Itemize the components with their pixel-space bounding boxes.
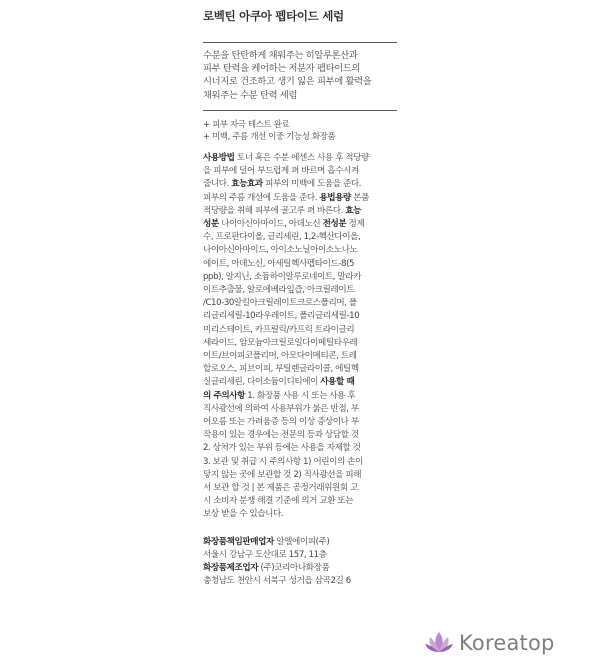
text-run: 수, 프로판다이올, 글리세린, 1,2-헥산다이올, — [203, 232, 361, 243]
text-run: 닿지 않는 곳에 보관할 것 2) 직사광선을 피해 — [203, 469, 362, 480]
text-run: 3. 보관 및 취급 시 주의사항 1) 어린이의 손이 — [203, 456, 363, 467]
details-line — [203, 152, 397, 165]
text-run: 토너 혹은 수분 에센스 사용 후 적당량 — [234, 153, 369, 163]
details-line — [203, 337, 397, 350]
manufacturer-info — [203, 536, 397, 589]
details-line — [203, 508, 397, 521]
details-line — [203, 495, 397, 508]
product-intro — [203, 49, 397, 102]
details-line — [203, 231, 397, 244]
divider-top — [203, 42, 397, 43]
details-line — [203, 297, 397, 310]
details-line — [203, 165, 397, 178]
text-run: 서울시 강남구 도산대로 157, 11층 — [203, 549, 327, 560]
details-line — [203, 469, 397, 482]
text-run: /C10-30알킬아크릴레이트크로스폴리머, 폴 — [203, 298, 357, 309]
details-line — [203, 310, 397, 323]
text-run: 알엘에이피(주) — [273, 536, 330, 547]
brand-name: Koreatop — [459, 631, 555, 655]
text-run: 리글리세릴-10라우레이트, 폴리글리세릴-10 — [203, 311, 360, 322]
text-run: 보상 받을 수 있습니다. — [203, 509, 284, 520]
section-label: 사용방법 — [203, 153, 235, 163]
text-run: 세라이드, 암모늄아크릴로일다이메틸타우레 — [203, 337, 358, 348]
details-line — [203, 403, 397, 416]
text-run: 어오름 또는 가려움증 등의 이상 증상이나 부 — [203, 417, 359, 428]
section-label: 화장품책임판매업자 — [203, 536, 274, 547]
intro-line: 채워주는 수분 탄력 세럼 — [203, 89, 298, 101]
details-line — [203, 178, 397, 191]
text-run: 이트추출물, 알로에베라잎즙, 아크릴레이트 — [203, 285, 355, 296]
text-run: 직사광선에 의하여 사용부위가 붉은 반점, 부 — [203, 403, 359, 414]
details-line — [203, 218, 397, 231]
details-line — [203, 376, 397, 389]
text-run: 을 피부에 덜어 부드럽게 펴 바르며 흡수시켜 — [203, 166, 359, 177]
text-run: 이트/브이피코폴리머, 아모다이메티콘, 트레 — [203, 351, 357, 362]
text-run: 피부의 미백에 도움을 준다. — [262, 179, 362, 190]
text-run: 1. 화장품 사용 시 또는 사용 후 — [244, 390, 356, 401]
details-line — [203, 205, 397, 218]
section-label: 의 주의사항 — [203, 390, 245, 401]
section-label: 사용할 때 — [320, 377, 355, 388]
details-line — [203, 442, 397, 455]
lotus-icon — [424, 629, 454, 657]
details-line — [203, 416, 397, 429]
divider-mid — [203, 110, 397, 111]
section-label: 효능효과 — [231, 179, 263, 190]
section-label: 성분 — [203, 219, 219, 230]
text-run: 시 소비자 분쟁 해결 기준에 의거 교환 또는 — [203, 496, 354, 507]
manufacturer-line — [203, 562, 397, 575]
details-line — [203, 363, 397, 376]
intro-line: 피부 탄력을 케어하는 저분자 펩타이드의 — [203, 63, 361, 75]
details-line — [203, 192, 397, 205]
text-run: 피부의 주름 개선에 도움을 준다. — [203, 192, 320, 203]
text-run: 나이아신아마이드, 아이소노닐아이소노나노 — [203, 245, 358, 256]
text-run: 에이트, 아데노신, 아세틸헥사펩타이드-8(5 — [203, 258, 355, 269]
product-title: 로벡틴 아쿠아 펩타이드 세럼 — [203, 9, 344, 23]
feature-checklist — [203, 118, 397, 143]
details-line — [203, 271, 397, 284]
text-run: 정제 — [346, 219, 365, 230]
details-line — [203, 244, 397, 257]
intro-line: 시너지로 건조하고 생기 잃은 피부에 활력을 — [203, 76, 372, 88]
section-label: 효능 — [345, 205, 362, 216]
intro-line: 수분을 탄탄하게 채워주는 히알루론산과 — [203, 50, 358, 61]
text-run: 서 보관 할 것 | 본 제품은 공정거래위원회 고 — [203, 483, 358, 494]
check-item: + 피부 자극 테스트 완료 — [203, 118, 290, 129]
section-label: 전성분 — [322, 219, 347, 230]
text-run: 2. 상처가 있는 부위 등에는 사용을 자제할 것 — [203, 443, 361, 454]
section-label: 화장품제조업자 — [203, 563, 259, 574]
text-run: ppb), 알지닌, 소듐하이알루로네이트, 말라카 — [203, 271, 362, 282]
manufacturer-line — [203, 536, 397, 549]
text-run: 실글리세린, 다이소듐이디티에이 — [203, 377, 321, 388]
brand-watermark — [424, 628, 555, 658]
text-run: 충청남도 천안시 서북구 성거읍 삼곡2길 6 — [203, 576, 351, 587]
manufacturer-line — [203, 549, 397, 562]
text-run: 적당량을 취해 피부에 골고루 펴 바른다. — [203, 205, 346, 216]
text-run: 본품 — [350, 192, 369, 203]
check-item: + 미백, 주름 개선 이중 기능성 화장품 — [203, 131, 336, 142]
details-line — [203, 482, 397, 495]
product-info-column — [203, 0, 397, 589]
details-line — [203, 284, 397, 297]
product-details-text — [203, 152, 397, 522]
details-line — [203, 258, 397, 271]
text-run: 작용이 있는 경우에는 전문의 등과 상담할 것 — [203, 430, 359, 441]
text-run: 할로오스, 피브이피, 부틸렌글라이콜, 에틸헥 — [203, 364, 359, 375]
manufacturer-line — [203, 575, 397, 588]
text-run: 줍니다. — [203, 179, 232, 190]
section-label: 용법용량 — [319, 192, 351, 203]
details-line — [203, 390, 397, 403]
details-line — [203, 429, 397, 442]
details-line — [203, 324, 397, 337]
text-run: 미리스테이트, 카프릴릭/카프릭 트라이글리 — [203, 324, 355, 335]
text-run: (주)코리아나화장품 — [258, 563, 330, 574]
details-line — [203, 350, 397, 363]
text-run: 나이아신아마이드, 아데노신 — [218, 219, 323, 230]
details-line — [203, 456, 397, 469]
